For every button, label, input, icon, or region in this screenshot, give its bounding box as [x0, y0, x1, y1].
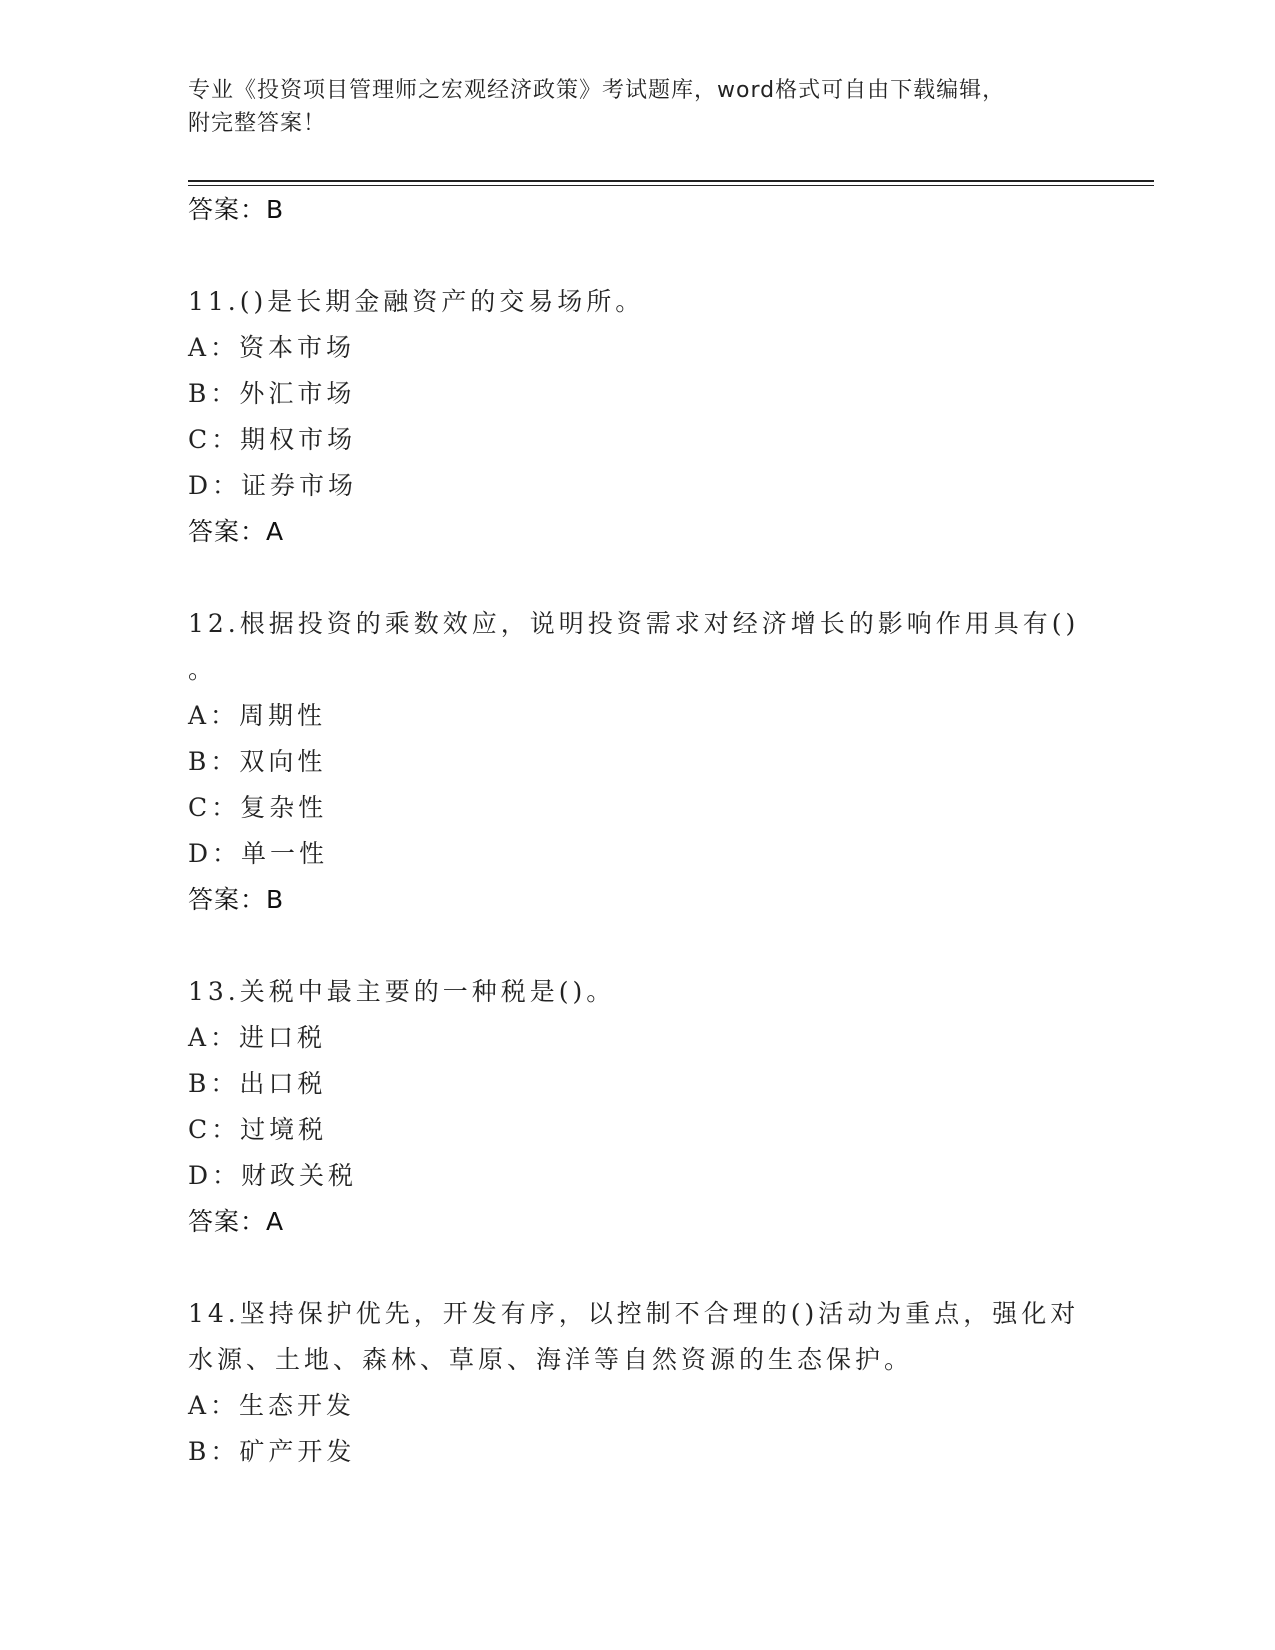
header-line-1: 专业《投资项目管理师之宏观经济政策》考试题库，word格式可自由下载编辑，	[188, 78, 1006, 103]
spacer	[188, 233, 1154, 279]
document-header	[188, 74, 1068, 140]
spacer	[188, 555, 1154, 601]
option-d: D：财政关税	[188, 1161, 358, 1190]
option-d: D：单一性	[188, 839, 329, 868]
answer: 答案：B	[188, 885, 285, 914]
option-a: A：资本市场	[188, 333, 356, 362]
question-text-line-1: 12.根据投资的乘数效应，说明投资需求对经济增长的影响作用具有()	[188, 609, 1080, 638]
question-text	[188, 1291, 1154, 1383]
option-c: C：复杂性	[188, 793, 328, 822]
option-c: C：期权市场	[188, 425, 357, 454]
option-b: B：出口税	[188, 1069, 327, 1098]
option-c: C：过境税	[188, 1115, 328, 1144]
option-a: A：生态开发	[188, 1391, 356, 1420]
answer-previous: 答案：B	[188, 195, 285, 224]
question-text-line-1: 14.坚持保护优先，开发有序，以控制不合理的()活动为重点，强化对	[188, 1299, 1080, 1328]
option-b: B：矿产开发	[188, 1437, 356, 1466]
question-text-line-2: 。	[188, 655, 218, 684]
answer: 答案：A	[188, 1207, 285, 1236]
question-11	[188, 279, 1154, 555]
question-text-line-2: 水源、土地、森林、草原、海洋等自然资源的生态保护。	[188, 1345, 914, 1374]
header-line-2: 附完整答案！	[188, 111, 327, 136]
option-a: A：周期性	[188, 701, 327, 730]
header-divider-thin	[188, 185, 1154, 186]
question-text	[188, 601, 1154, 693]
question-14	[188, 1291, 1154, 1475]
option-a: A：进口税	[188, 1023, 327, 1052]
header-divider-thick	[188, 180, 1154, 182]
spacer	[188, 923, 1154, 969]
option-b: B：双向性	[188, 747, 327, 776]
spacer	[188, 1245, 1154, 1291]
question-list	[188, 187, 1154, 1475]
question-text: 13.关税中最主要的一种税是()。	[188, 977, 616, 1006]
question-13	[188, 969, 1154, 1245]
option-b: B：外汇市场	[188, 379, 356, 408]
answer: 答案：A	[188, 517, 285, 546]
question-12	[188, 601, 1154, 923]
question-text: 11.()是长期金融资产的交易场所。	[188, 287, 645, 316]
option-d: D：证券市场	[188, 471, 358, 500]
